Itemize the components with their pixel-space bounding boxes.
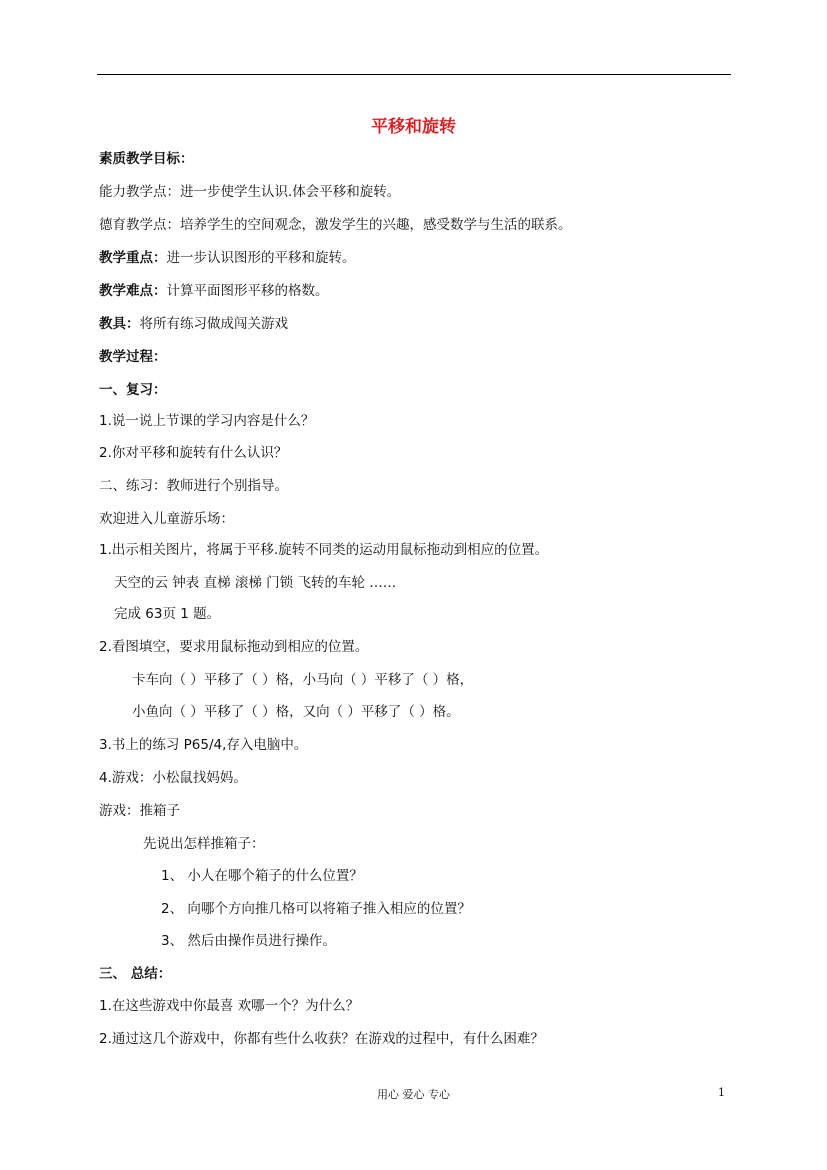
bold-label: 一、复习： [99,382,167,398]
text-line [99,412,314,430]
text-line [99,477,288,495]
bold-label: 教具： [99,316,140,332]
text-line [99,216,572,234]
line-text: 4.游戏：小松鼠找妈妈。 [99,770,247,786]
bold-label: 素质教学目标： [99,151,194,167]
text-line [99,444,287,462]
text-line [161,867,363,885]
line-text: 1.出示相关图片，将属于平移.旋转不同类的运动用鼠标拖动到相应的位置。 [99,542,549,558]
line-text: 2.通过这几个游戏中，你都有些什么收获？在游戏的过程中，有什么困难？ [99,1031,544,1047]
line-text: 小鱼向（ ）平移了（ ）格，又向（ ）平移了（ ）格。 [132,704,460,720]
line-text: 计算平面图形平移的格数。 [166,283,329,299]
line-text: 1、 小人在哪个箱子的什么位置？ [161,868,363,884]
line-text: 2.你对平移和旋转有什么认识？ [99,445,288,461]
line-text: 天空的云 钟表 直梯 滚梯 门锁 飞转的车轮 …… [114,575,397,591]
text-line [99,638,368,656]
line-text: 欢迎进入儿童游乐场： [99,511,234,527]
text-line [114,574,396,592]
text-line [99,965,171,983]
text-line [99,249,356,267]
text-line [114,605,220,623]
text-line [99,769,247,787]
line-text: 德育教学点：培养学生的空间观念，激发学生的兴趣，感受数学与生活的联系。 [99,217,572,233]
page-title: 平移和旋转 [371,117,456,137]
bold-label: 三、 总结： [99,966,172,982]
line-text: 2.看图填空，要求用鼠标拖动到相应的位置。 [99,639,369,655]
text-line [161,932,336,950]
text-line [99,381,167,399]
line-text: 能力教学点：进一步使学生认识.体会平移和旋转。 [99,184,401,200]
line-text: 3.书上的练习 P65/4,存入电脑中。 [99,737,308,753]
text-line [99,736,307,754]
text-line [99,997,359,1015]
text-line [99,541,548,559]
text-line [132,703,460,721]
line-text: 先说出怎样推箱子： [143,836,265,852]
text-line [99,183,400,201]
line-text: 2、 向哪个方向推几格可以将箱子推入相应的位置？ [161,901,471,917]
line-text: 完成 63页 1 题。 [114,606,221,622]
text-line [161,900,471,918]
line-text: 游戏：推箱子 [99,803,180,819]
line-text: 进一步认识图形的平移和旋转。 [166,250,356,266]
bold-label: 教学难点： [99,283,167,299]
bold-label: 教学重点： [99,250,167,266]
line-text: 二、练习：教师进行个别指导。 [99,478,288,494]
bold-label: 教学过程： [99,349,167,365]
text-line [99,315,288,333]
text-line [132,671,473,689]
text-line [99,282,329,300]
text-line [99,150,194,168]
text-line [99,802,180,820]
footer-text: 用心 爱心 专心 [377,1088,450,1101]
line-text: 1.在这些游戏中你最喜 欢哪一个？为什么？ [99,998,360,1014]
text-line [99,510,234,528]
page-number: 1 [718,1086,725,1099]
text-line [99,348,167,366]
line-text: 将所有练习做成闯关游戏 [139,316,288,332]
header-rule [97,74,731,75]
line-text: 3、 然后由操作员进行操作。 [161,933,336,949]
text-line [143,835,265,853]
line-text: 卡车向（ ）平移了（ ）格，小马向（ ）平移了（ ）格， [132,672,474,688]
text-line [99,1030,544,1048]
line-text: 1.说一说上节课的学习内容是什么？ [99,413,315,429]
